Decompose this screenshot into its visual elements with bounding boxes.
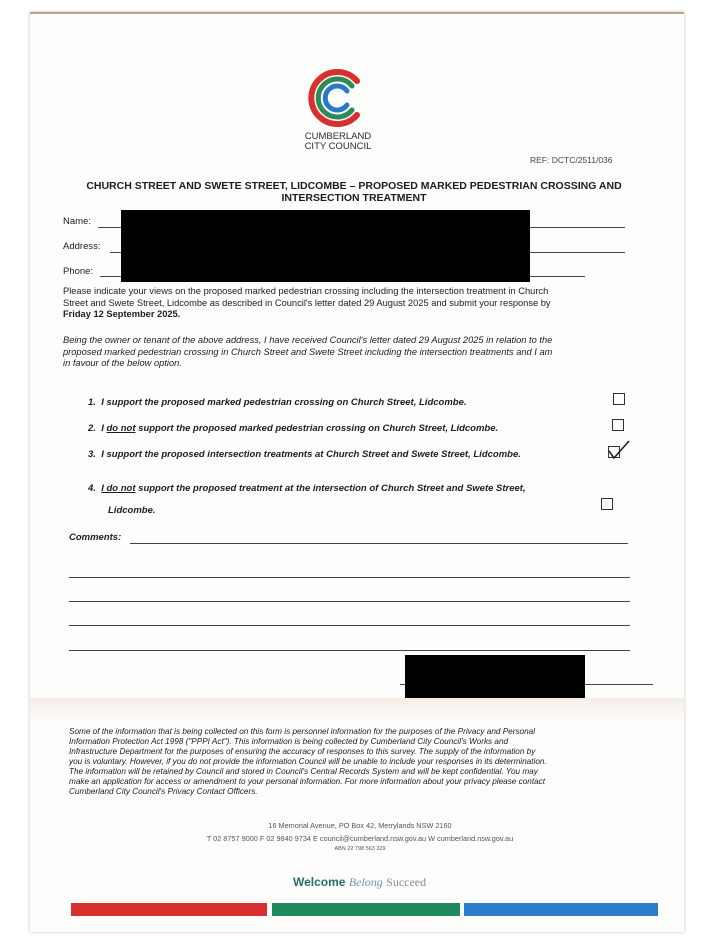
footer-bar-red: [71, 903, 267, 916]
council-name: CUMBERLAND CITY COUNCIL: [304, 131, 372, 152]
option-1-checkbox[interactable]: [613, 393, 625, 405]
option-2: 2. I do not support the proposed marked pedestrian crossing on Church Street, Lidcombe.: [88, 423, 499, 434]
phone-label: Phone:: [63, 266, 94, 277]
option-2-checkbox[interactable]: [612, 419, 624, 431]
option-3: 3. I support the proposed intersection treatments at Church Street and Swete Street, Lidcombe.: [88, 449, 521, 460]
owner-statement: Being the owner or tenant of the above address, I have received Council's letter dated 29 August 2025 in relation to the proposed marked pedestrian crossing in Church Street and Swete Street including the intersection treatments and I am in favour of the below option.: [63, 335, 553, 368]
option-1: 1. I support the proposed marked pedestrian crossing on Church Street, Lidcombe.: [88, 397, 467, 408]
footer-bar-blue: [464, 903, 658, 916]
reference-number: REF: DCTC/2511/036: [530, 155, 613, 165]
paper-fold: [30, 698, 684, 724]
survey-form-page: [30, 12, 684, 932]
comments-line-2[interactable]: [69, 577, 630, 578]
redaction-box: [121, 210, 530, 282]
address-label: Address:: [63, 241, 101, 252]
comments-line-3[interactable]: [69, 601, 630, 602]
option-4-checkbox[interactable]: [601, 498, 613, 510]
comments-label: Comments:: [69, 532, 122, 543]
option-4: 4. I do not support the proposed treatment at the intersection of Church Street and Swete Street, Lidcombe.: [88, 483, 526, 516]
footer-bar-green: [272, 903, 460, 916]
tagline: Welcome Belong Succeed: [293, 875, 427, 889]
privacy-notice: Some of the information that is being collected on this form is personnel information for the purposes of the Privacy and Personal Information Protection Act 1998 ("PPPI Act"). This information is being collected by Cumberland City Council's Works and Infrastructure Department for the purposes of ensuring the accuracy of responses to this survey. The supply of the information by you is voluntary. However, if you do not provide the information Council will be unable to include your responses in its determination. The information will be retained by Council and stored in Council's Central Records System and will be kept confidential. You may make an application for access or amendment to your personal information. For more information about your privacy please contact Cumberland City Council's Privacy Contact Officers.: [69, 727, 547, 796]
comments-line-5[interactable]: [69, 650, 630, 651]
instructions-text: Please indicate your views on the proposed marked pedestrian crossing including the intersection treatment in Church Street and Swete Street, Lidcombe as described in Council's letter dated 29 August 2025 and submit your response by Friday 12 September 2025.: [63, 286, 551, 319]
checkmark-icon: [605, 439, 631, 461]
comments-line-1[interactable]: [130, 543, 628, 544]
council-logo-icon: [304, 58, 370, 138]
comments-line-4[interactable]: [69, 625, 630, 626]
footer-contacts: T 02 8757 9000 F 02 9840 9734 E council@cumberland.nsw.gov.au W cumberland.nsw.gov.au: [206, 834, 514, 843]
footer-address: 16 Memorial Avenue, PO Box 42, Merrylands NSW 2160: [268, 821, 452, 830]
form-title: CHURCH STREET AND SWETE STREET, LIDCOMBE – PROPOSED MARKED PEDESTRIAN CROSSING AND INTERSECTION TREATMENT: [86, 180, 622, 204]
footer-abn: ABN 22 798 563 329: [334, 846, 386, 852]
name-label: Name:: [63, 216, 91, 227]
